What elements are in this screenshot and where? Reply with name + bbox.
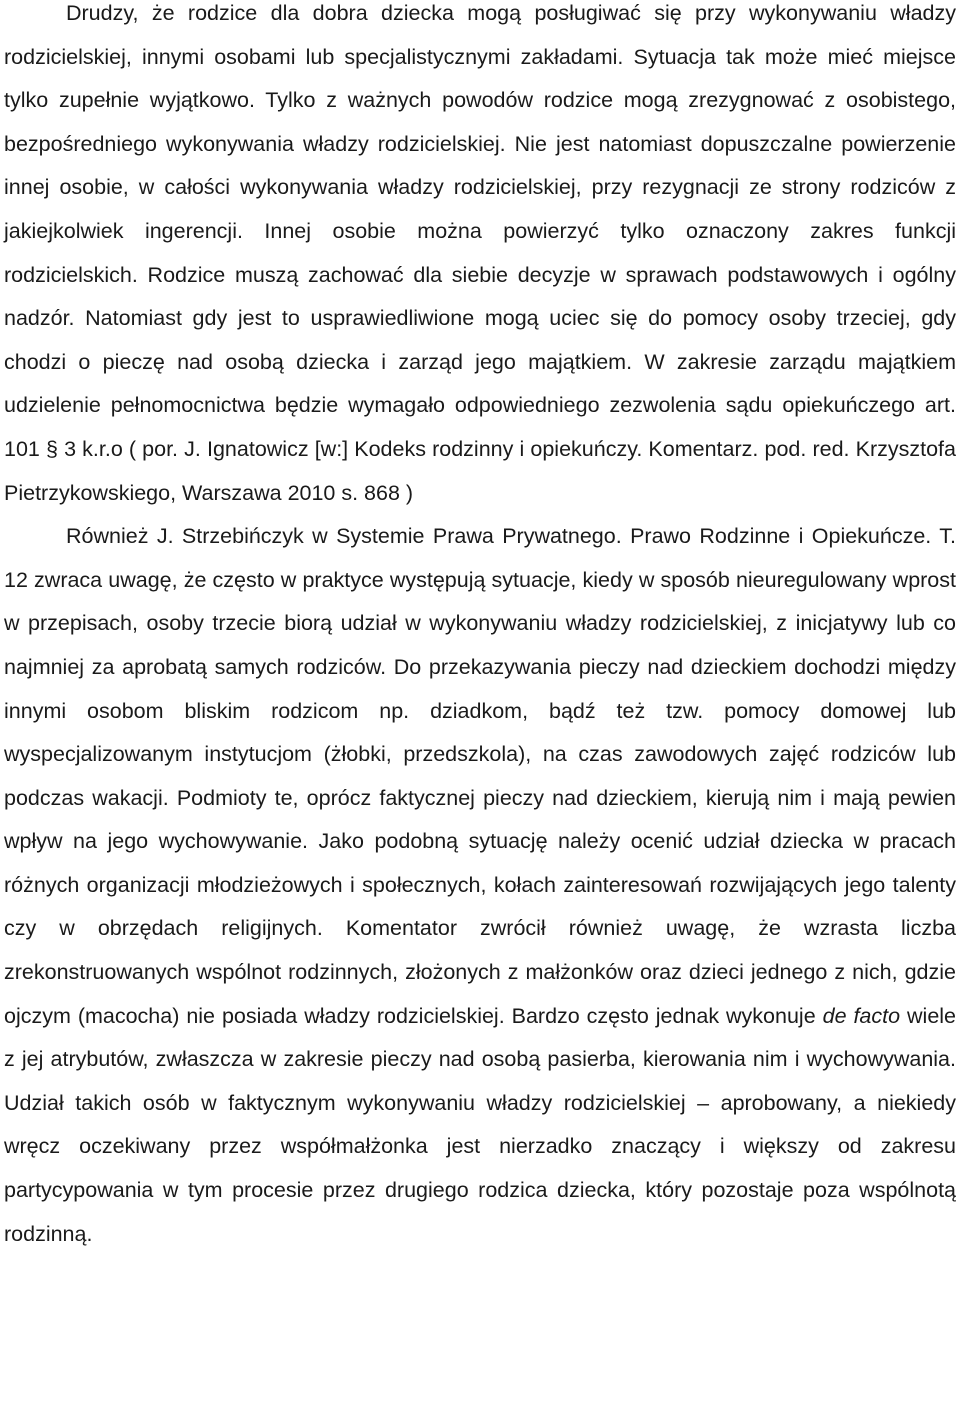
document-page (4, 0, 956, 1256)
paragraph-parental-authority (4, 0, 956, 515)
paragraph-text-part-1: Również J. Strzebińczyk w Systemie Prawa Prywatnego. Prawo Rodzinne i Opiekuńcze. T. 12 zwraca uwagę, że często w praktyce występują sytuacje, kiedy w sposób nieuregulowany wprost w przepisach, osoby trzecie biorą udział w wykonywaniu władzy rodzicielskiej, z inicjatywy lub co najmniej za aprobatą samych rodziców. Do przekazywania pieczy nad dzieckiem dochodzi między innymi osobom bliskim rodzicom np. dziadkom, bądź też tzw. pomocy domowej lub wyspecjalizowanym instytucjom (żłobki, przedszkola), na czas zawodowych zajęć rodziców lub podczas wakacji. Podmioty te, oprócz faktycznej pieczy nad dzieckiem, kierują nim i mają pewien wpływ na jego wychowywanie. Jako podobną sytuację należy ocenić udział dziecka w pracach różnych organizacji młodzieżowych i społecznych, kołach zainteresowań rozwijających jego talenty czy w obrzędach religijnych. Komentator zwrócił również uwagę, że wzrasta liczba zrekonstruowanych wspólnot rodzinnych, złożonych z małżonków oraz dzieci jednego z nich, gdzie ojczym (macocha) nie posiada władzy rodzicielskiej. Bardzo często jednak wykonuje (4, 524, 956, 1028)
paragraph-third-parties (4, 515, 956, 1256)
italic-de-facto: de facto (822, 1003, 901, 1028)
paragraph-text-part-2: wiele z jej atrybutów, zwłaszcza w zakresie pieczy nad osobą pasierba, kierowania nim i wychowywania. Udział takich osób w faktycznym wykonywaniu władzy rodzicielskiej – aprobowany, a niekiedy wręcz oczekiwany przez współmałżonka jest nierzadko znaczący i większy od zakresu partycypowania w tym procesie przez drugiego rodzica dziecka, który pozostaje poza wspólnotą rodzinną. (4, 1003, 957, 1246)
paragraph-text: Drudzy, że rodzice dla dobra dziecka mogą posługiwać się przy wykonywaniu władzy rodzicielskiej, innymi osobami lub specjalistycznymi zakładami. Sytuacja tak może mieć miejsce tylko zupełnie wyjątkowo. Tylko z ważnych powodów rodzice mogą zrezygnować z osobistego, bezpośredniego wykonywania władzy rodzicielskiej. Nie jest natomiast dopuszczalne powierzenie innej osobie, w całości wykonywania władzy rodzicielskiej, przy rezygnacji ze strony rodziców z jakiejkolwiek ingerencji. Innej osobie można powierzyć tylko oznaczony zakres funkcji rodzicielskich. Rodzice muszą zachować dla siebie decyzje w sprawach podstawowych i ogólny nadzór. Natomiast gdy jest to usprawiedliwione mogą uciec się do pomocy osoby trzeciej, gdy chodzi o pieczę nad osobą dziecka i zarząd jego majątkiem. W zakresie zarządu majątkiem udzielenie pełnomocnictwa będzie wymagało odpowiedniego zezwolenia sądu opiekuńczego art. 101 § 3 k.r.o ( por. J. Ignatowicz [w:] Kodeks rodzinny i opiekuńczy. Komentarz. pod. red. Krzysztofa Pietrzykowskiego, Warszawa 2010 s. 868 ) (4, 1, 956, 505)
